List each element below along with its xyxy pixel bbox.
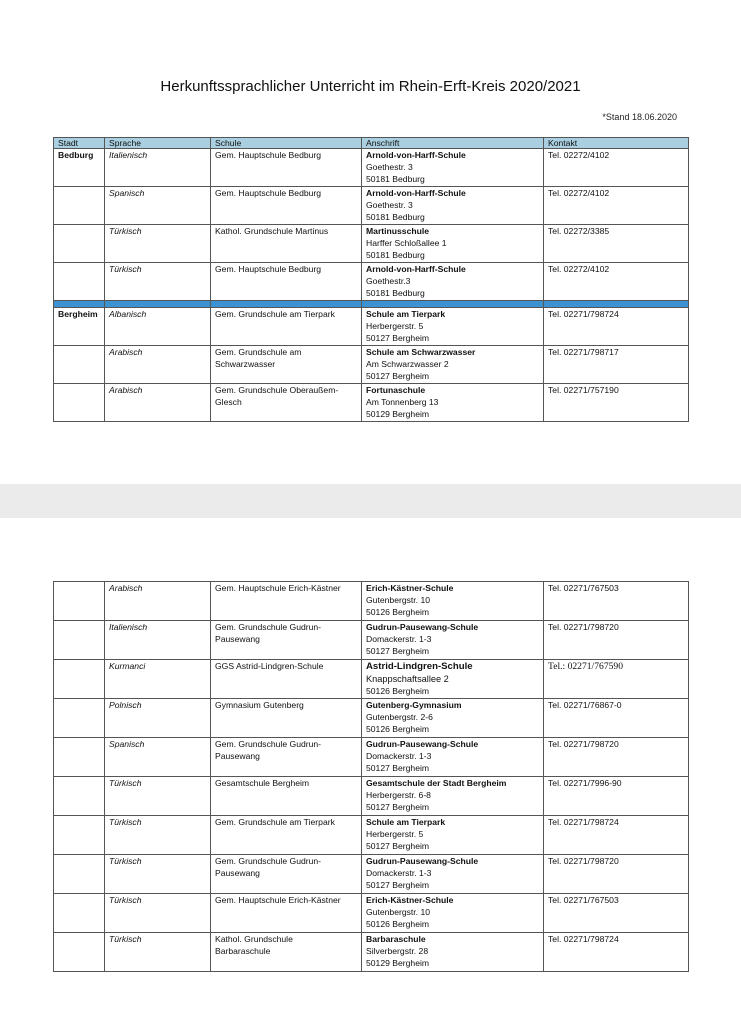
- separator-cell: [105, 301, 211, 308]
- cell-kontakt: Tel. 02271/757190: [544, 384, 689, 422]
- phone: Tel. 02271/76867-0: [548, 700, 622, 710]
- phone: Tel.: 02271/767590: [548, 661, 624, 672]
- document-title: Herkunftssprachlicher Unterricht im Rhein-Erft-Kreis 2020/2021: [160, 78, 581, 95]
- schule-line-1: Gem. Hauptschule Erich-Kästner: [215, 583, 341, 593]
- street: Domackerstr. 1-3: [366, 867, 432, 878]
- schule-line-1: Gesamtschule Bergheim: [215, 778, 310, 788]
- cell-schule: [211, 738, 362, 777]
- header-stadt: Stadt: [54, 138, 105, 149]
- cell-schule: Gem. Hauptschule Bedburg: [211, 149, 362, 187]
- city: 50181 Bedburg: [366, 287, 425, 298]
- table-row: [54, 384, 689, 422]
- street: Domackerstr. 1-3: [366, 633, 432, 644]
- cell-schule: [211, 855, 362, 894]
- header-anschrift: Anschrift: [362, 138, 544, 149]
- street: Gutenbergstr. 2-6: [366, 711, 433, 722]
- street: Goethestr. 3: [366, 199, 413, 210]
- schule-line-1: Gem. Grundschule Gudrun-: [215, 856, 322, 866]
- schule-line-1: Gem. Grundschule Gudrun-: [215, 622, 322, 632]
- street: Am Tonnenberg 13: [366, 396, 439, 407]
- cell-anschrift: [362, 699, 544, 738]
- school-name: Arnold-von-Harff-Schule: [366, 188, 466, 198]
- table-row: [54, 699, 689, 738]
- schule-line-1: Gem. Grundschule am: [215, 347, 302, 357]
- cell-kontakt: [544, 738, 689, 777]
- cell-kontakt: Tel. 02272/4102: [544, 187, 689, 225]
- cell-stadt: [54, 777, 105, 816]
- cell-sprache: Türkisch: [105, 777, 211, 816]
- cell-kontakt: [544, 660, 689, 699]
- cell-stadt: [54, 660, 105, 699]
- cell-anschrift: [362, 855, 544, 894]
- cell-stadt: [54, 621, 105, 660]
- school-name: Gudrun-Pausewang-Schule: [366, 739, 479, 749]
- cell-stadt: [54, 738, 105, 777]
- schule-line-2: Glesch: [215, 396, 242, 407]
- phone: Tel. 02271/7996-90: [548, 778, 622, 788]
- city-separator-row: [54, 301, 689, 308]
- schule-line-2: Schwarzwasser: [215, 358, 276, 369]
- street: Gutenbergstr. 10: [366, 594, 431, 605]
- cell-stadt: [54, 894, 105, 933]
- phone: Tel. 02271/798720: [548, 739, 619, 749]
- cell-kontakt: Tel. 02272/4102: [544, 263, 689, 301]
- cell-stadt: [54, 933, 105, 972]
- table-row: [54, 225, 689, 263]
- schule-line-2: Barbaraschule: [215, 945, 271, 956]
- document-page-2: [0, 518, 741, 1024]
- street: Am Schwarzwasser 2: [366, 358, 449, 369]
- cell-anschrift: [362, 738, 544, 777]
- school-name: Gutenberg-Gymnasium: [366, 700, 462, 710]
- cell-sprache: Türkisch: [105, 894, 211, 933]
- header-sprache: Sprache: [105, 138, 211, 149]
- schule-line-1: Gymnasium Gutenberg: [215, 700, 304, 710]
- cell-kontakt: Tel. 02272/3385: [544, 225, 689, 263]
- separator-cell: [544, 301, 689, 308]
- schule-line-1: GGS Astrid-Lindgren-Schule: [215, 661, 324, 671]
- cell-stadt: [54, 346, 105, 384]
- cell-sprache: Arabisch: [105, 384, 211, 422]
- school-name: Gudrun-Pausewang-Schule: [366, 622, 479, 632]
- schule-line-2: Pausewang: [215, 867, 260, 878]
- city: 50126 Bergheim: [366, 685, 430, 696]
- cell-anschrift: [362, 263, 544, 301]
- school-name: Erich-Kästner-Schule: [366, 583, 454, 593]
- cell-stadt: [54, 699, 105, 738]
- school-name: Astrid-Lindgren-Schule: [366, 661, 473, 672]
- street: Herbergerstr. 5: [366, 828, 424, 839]
- city: 50127 Bergheim: [366, 801, 430, 812]
- school-name: Fortunaschule: [366, 385, 426, 395]
- cell-sprache: Spanisch: [105, 187, 211, 225]
- cell-sprache: Türkisch: [105, 263, 211, 301]
- cell-schule: [211, 933, 362, 972]
- cell-kontakt: [544, 855, 689, 894]
- city: 50126 Bergheim: [366, 918, 430, 929]
- cell-sprache: Türkisch: [105, 816, 211, 855]
- school-name: Schule am Tierpark: [366, 309, 446, 319]
- separator-cell: [211, 301, 362, 308]
- cell-stadt: [54, 582, 105, 621]
- schule-line-2: Pausewang: [215, 633, 260, 644]
- phone: Tel. 02271/798724: [548, 934, 619, 944]
- cell-anschrift: [362, 894, 544, 933]
- cell-anschrift: [362, 308, 544, 346]
- schedule-table: [53, 137, 689, 422]
- cell-stadt: [54, 816, 105, 855]
- cell-anschrift: [362, 187, 544, 225]
- phone: Tel. 02271/798724: [548, 817, 619, 827]
- cell-stadt: [54, 855, 105, 894]
- cell-anschrift: [362, 660, 544, 699]
- street: Harffer Schloßallee 1: [366, 237, 447, 248]
- schule-line-1: Gem. Grundschule Oberaußem-: [215, 385, 339, 395]
- street: Gutenbergstr. 10: [366, 906, 431, 917]
- school-name: Barbaraschule: [366, 934, 426, 944]
- city: 50126 Bergheim: [366, 606, 430, 617]
- header-kontakt: Kontakt: [544, 138, 689, 149]
- table-row: [54, 660, 689, 699]
- city: 50181 Bedburg: [366, 211, 425, 222]
- table-row: [54, 816, 689, 855]
- cell-schule: Kathol. Grundschule Martinus: [211, 225, 362, 263]
- table-row: [54, 621, 689, 660]
- cell-schule: [211, 777, 362, 816]
- school-name: Schule am Tierpark: [366, 817, 446, 827]
- city: 50127 Bergheim: [366, 840, 430, 851]
- cell-sprache: Türkisch: [105, 225, 211, 263]
- city: 50129 Bergheim: [366, 957, 430, 968]
- cell-sprache: Spanisch: [105, 738, 211, 777]
- school-name: Arnold-von-Harff-Schule: [366, 150, 466, 160]
- table-row: [54, 149, 689, 187]
- cell-schule: Gem. Hauptschule Bedburg: [211, 263, 362, 301]
- cell-sprache: Italienisch: [105, 149, 211, 187]
- table-row: [54, 894, 689, 933]
- table-row: [54, 738, 689, 777]
- city: 50181 Bedburg: [366, 173, 425, 184]
- cell-anschrift: [362, 384, 544, 422]
- street: Domackerstr. 1-3: [366, 750, 432, 761]
- cell-schule: [211, 699, 362, 738]
- cell-anschrift: [362, 933, 544, 972]
- schule-line-1: Gem. Grundschule Gudrun-: [215, 739, 322, 749]
- phone: Tel. 02271/767503: [548, 895, 619, 905]
- cell-schule: [211, 384, 362, 422]
- cell-schule: [211, 816, 362, 855]
- cell-anschrift: [362, 621, 544, 660]
- street: Goethestr. 3: [366, 161, 413, 172]
- city: 50181 Bedburg: [366, 249, 425, 260]
- street: Herbergerstr. 5: [366, 320, 424, 331]
- city: 50129 Bergheim: [366, 408, 430, 419]
- city: 50127 Bergheim: [366, 762, 430, 773]
- cell-sprache: Arabisch: [105, 346, 211, 384]
- school-name: Gudrun-Pausewang-Schule: [366, 856, 479, 866]
- cell-sprache: Albanisch: [105, 308, 211, 346]
- schule-line-1: Kathol. Grundschule: [215, 934, 293, 944]
- cell-schule: [211, 894, 362, 933]
- table-row: [54, 855, 689, 894]
- cell-anschrift: [362, 777, 544, 816]
- schule-line-1: Gem. Hauptschule Erich-Kästner: [215, 895, 341, 905]
- cell-kontakt: Tel. 02272/4102: [544, 149, 689, 187]
- cell-anschrift: [362, 346, 544, 384]
- cell-schule: Gem. Hauptschule Bedburg: [211, 187, 362, 225]
- phone: Tel. 02271/798720: [548, 622, 619, 632]
- cell-stadt: [54, 225, 105, 263]
- cell-schule: [211, 582, 362, 621]
- cell-kontakt: [544, 777, 689, 816]
- cell-kontakt: [544, 621, 689, 660]
- cell-kontakt: [544, 816, 689, 855]
- school-name: Martinusschule: [366, 226, 430, 236]
- cell-sprache: Polnisch: [105, 699, 211, 738]
- street: Goethestr.3: [366, 275, 411, 286]
- cell-kontakt: [544, 699, 689, 738]
- cell-kontakt: Tel. 02271/798724: [544, 308, 689, 346]
- table-header-row: [54, 138, 689, 149]
- cell-schule: [211, 346, 362, 384]
- cell-schule: [211, 621, 362, 660]
- cell-anschrift: [362, 225, 544, 263]
- cell-kontakt: [544, 582, 689, 621]
- school-name: Gesamtschule der Stadt Bergheim: [366, 778, 507, 788]
- cell-kontakt: [544, 933, 689, 972]
- document-page-1: [0, 0, 741, 484]
- header-schule: Schule: [211, 138, 362, 149]
- cell-anschrift: [362, 582, 544, 621]
- city: 50126 Bergheim: [366, 723, 430, 734]
- phone: Tel. 02271/798720: [548, 856, 619, 866]
- cell-stadt: [54, 263, 105, 301]
- table-row: [54, 933, 689, 972]
- cell-anschrift: [362, 149, 544, 187]
- table-row: [54, 582, 689, 621]
- table-row: [54, 187, 689, 225]
- cell-schule: Gem. Grundschule am Tierpark: [211, 308, 362, 346]
- cell-anschrift: [362, 816, 544, 855]
- city: 50127 Bergheim: [366, 370, 430, 381]
- cell-schule: [211, 660, 362, 699]
- cell-sprache: Arabisch: [105, 582, 211, 621]
- table-row: [54, 263, 689, 301]
- separator-cell: [54, 301, 105, 308]
- cell-sprache: Türkisch: [105, 933, 211, 972]
- schule-line-1: Gem. Grundschule am Tierpark: [215, 817, 335, 827]
- cell-kontakt: Tel. 02271/798717: [544, 346, 689, 384]
- cell-kontakt: [544, 894, 689, 933]
- cell-sprache: Italienisch: [105, 621, 211, 660]
- street: Silverbergstr. 28: [366, 945, 429, 956]
- street: Knappschaftsallee 2: [366, 673, 449, 684]
- school-name: Erich-Kästner-Schule: [366, 895, 454, 905]
- school-name: Schule am Schwarzwasser: [366, 347, 476, 357]
- phone: Tel. 02271/767503: [548, 583, 619, 593]
- table-row: [54, 308, 689, 346]
- cell-stadt: Bergheim: [54, 308, 105, 346]
- cell-stadt: Bedburg: [54, 149, 105, 187]
- street: Herbergerstr. 6-8: [366, 789, 431, 800]
- cell-stadt: [54, 384, 105, 422]
- city: 50127 Bergheim: [366, 645, 430, 656]
- separator-cell: [362, 301, 544, 308]
- stand-date: *Stand 18.06.2020: [602, 112, 677, 122]
- schedule-table-continued: [53, 581, 689, 972]
- city: 50127 Bergheim: [366, 879, 430, 890]
- schule-line-2: Pausewang: [215, 750, 260, 761]
- table-row: [54, 777, 689, 816]
- cell-sprache: Türkisch: [105, 855, 211, 894]
- city: 50127 Bergheim: [366, 332, 430, 343]
- cell-stadt: [54, 187, 105, 225]
- table-row: [54, 346, 689, 384]
- table-body: [54, 582, 689, 972]
- school-name: Arnold-von-Harff-Schule: [366, 264, 466, 274]
- cell-sprache: Kurmanci: [105, 660, 211, 699]
